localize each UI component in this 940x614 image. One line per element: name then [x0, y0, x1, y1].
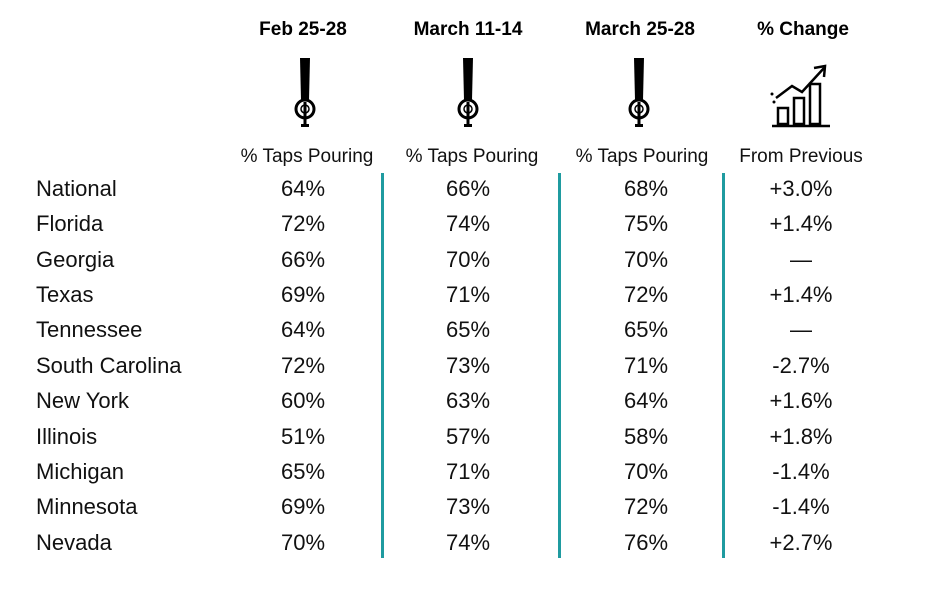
cell-change: +1.4% [769, 211, 833, 236]
table-row [0, 457, 940, 492]
cell-change: +2.7% [769, 530, 833, 555]
row-label: Texas [36, 282, 94, 307]
cell-feb: 65% [280, 459, 326, 484]
row-label: New York [36, 388, 129, 413]
cell-march-11: 70% [445, 247, 491, 272]
cell-march-11: 66% [445, 176, 491, 201]
table-row [0, 528, 940, 563]
cell-feb: 51% [280, 424, 326, 449]
cell-change: -1.4% [772, 494, 830, 519]
row-label: Georgia [36, 247, 115, 272]
beer-tap-icon [624, 56, 654, 128]
subheader-feb-25-28: % Taps Pouring [240, 146, 374, 167]
cell-change: -1.4% [772, 459, 830, 484]
row-label: Nevada [36, 530, 112, 555]
cell-change: +3.0% [769, 176, 833, 201]
beer-tap-icon [290, 56, 320, 128]
table-row [0, 209, 940, 244]
cell-feb: 66% [280, 247, 326, 272]
cell-change: — [790, 317, 812, 342]
cell-feb: 64% [280, 317, 326, 342]
cell-march-11: 63% [445, 388, 491, 413]
subheader-from-previous: From Previous [739, 146, 863, 167]
cell-march-11: 57% [445, 424, 491, 449]
cell-march-11: 74% [445, 530, 491, 555]
column-header-percent-change: % Change [757, 19, 849, 40]
cell-march-25: 72% [623, 494, 669, 519]
table-row [0, 245, 940, 280]
cell-feb: 72% [280, 211, 326, 236]
row-label: National [36, 176, 117, 201]
table-row [0, 386, 940, 421]
subheader-march-25-28: % Taps Pouring [575, 146, 709, 167]
cell-march-11: 74% [445, 211, 491, 236]
cell-march-11: 73% [445, 494, 491, 519]
beer-tap-icon [453, 56, 483, 128]
cell-feb: 64% [280, 176, 326, 201]
row-label: South Carolina [36, 353, 182, 378]
cell-march-25: 65% [623, 317, 669, 342]
cell-march-25: 68% [623, 176, 669, 201]
cell-feb: 69% [280, 282, 326, 307]
table-row [0, 351, 940, 386]
cell-march-25: 58% [623, 424, 669, 449]
row-label: Florida [36, 211, 104, 236]
cell-change: — [790, 247, 812, 272]
table-row [0, 422, 940, 457]
subheader-march-11-14: % Taps Pouring [405, 146, 539, 167]
cell-march-25: 76% [623, 530, 669, 555]
table-row [0, 492, 940, 527]
cell-march-25: 75% [623, 211, 669, 236]
cell-change: -2.7% [772, 353, 830, 378]
column-header-march-25-28: March 25-28 [585, 19, 695, 40]
cell-march-25: 72% [623, 282, 669, 307]
cell-feb: 70% [280, 530, 326, 555]
cell-march-25: 70% [623, 459, 669, 484]
table-row [0, 280, 940, 315]
cell-march-25: 71% [623, 353, 669, 378]
row-label: Illinois [36, 424, 98, 449]
cell-feb: 60% [280, 388, 326, 413]
cell-change: +1.8% [769, 424, 833, 449]
row-label: Tennessee [36, 317, 143, 342]
cell-feb: 69% [280, 494, 326, 519]
cell-feb: 72% [280, 353, 326, 378]
row-label: Minnesota [36, 494, 138, 519]
cell-march-11: 65% [445, 317, 491, 342]
cell-change: +1.6% [769, 388, 833, 413]
cell-march-11: 71% [445, 282, 491, 307]
cell-march-11: 73% [445, 353, 491, 378]
growth-chart-icon [770, 60, 834, 130]
table-row [0, 315, 940, 350]
column-header-march-11-14: March 11-14 [413, 19, 523, 40]
row-label: Michigan [36, 459, 125, 484]
cell-march-11: 71% [445, 459, 491, 484]
cell-march-25: 64% [623, 388, 669, 413]
column-header-feb-25-28: Feb 25-28 [259, 19, 347, 40]
cell-march-25: 70% [623, 247, 669, 272]
table-row [0, 174, 940, 209]
cell-change: +1.4% [769, 282, 833, 307]
